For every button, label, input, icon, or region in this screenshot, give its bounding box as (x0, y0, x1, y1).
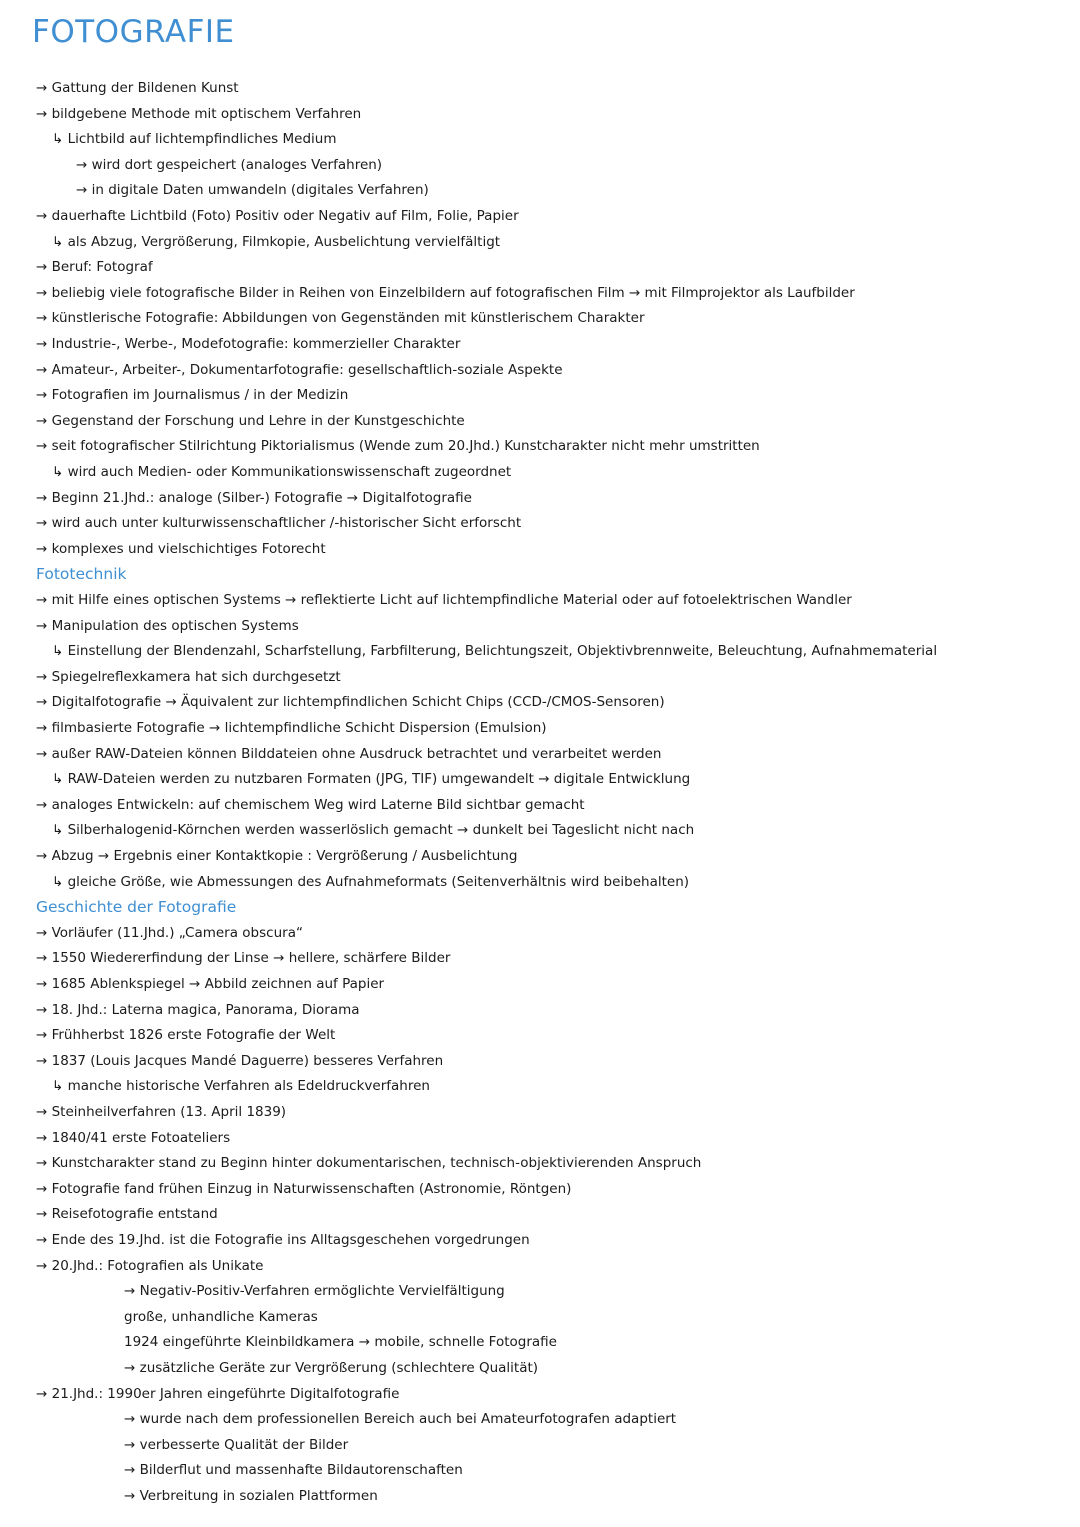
note-line: → komplexes und vielschichtiges Fotorecht (36, 540, 326, 557)
note-line: große, unhandliche Kameras (124, 1308, 318, 1325)
note-line: → Beruf: Fotograf (36, 259, 153, 276)
note-line: → Fotografien im Journalismus / in der Medizin (36, 387, 349, 404)
note-line: → Spiegelreflexkamera hat sich durchgesetzt (36, 668, 341, 685)
note-line: ↳ wird auch Medien- oder Kommunikationswissenschaft zugeordnet (52, 464, 512, 480)
note-line: → außer RAW-Dateien können Bilddateien ohne Ausdruck betrachtet und verarbeitet werden (36, 745, 662, 762)
note-line: → Fotografie fand frühen Einzug in Naturwissenschaften (Astronomie, Röntgen) (36, 1180, 572, 1197)
note-line: → Bilderflut und massenhafte Bildautorenschaften (124, 1462, 463, 1479)
note-line: → Steinheilverfahren (13. April 1839) (36, 1104, 287, 1120)
note-line: → 1840/41 erste Fotoateliers (36, 1129, 231, 1146)
note-line: → wird auch unter kulturwissenschaftlicher /-historischer Sicht erforscht (36, 515, 522, 532)
note-line: → Reisefotografie entstand (36, 1206, 218, 1223)
note-line: → 1685 Ablenkspiegel → Abbild zeichnen auf Papier (36, 976, 385, 992)
note-line: ↳ gleiche Größe, wie Abmessungen des Aufnahmeformats (Seitenverhältnis wird beibehalten) (52, 873, 690, 890)
note-line: → Gattung der Bildenen Kunst (36, 80, 239, 96)
note-line: ↳ als Abzug, Vergrößerung, Filmkopie, Ausbelichtung vervielfältigt (52, 233, 501, 250)
note-line: → Gegenstand der Forschung und Lehre in der Kunstgeschichte (36, 412, 465, 429)
note-line: ↳ RAW-Dateien werden zu nutzbaren Formaten (JPG, TIF) umgewandelt → digitale Entwicklung (52, 771, 691, 788)
page-title: FOTOGRAFIE (32, 14, 235, 50)
note-line: ↳ Silberhalogenid-Körnchen werden wasserlöslich gemacht → dunkelt bei Tageslicht nicht nach (52, 822, 695, 839)
note-line: → zusätzliche Geräte zur Vergrößerung (schlechtere Qualität) (124, 1360, 539, 1376)
note-line: → Beginn 21.Jhd.: analoge (Silber-) Fotografie → Digitalfotografie (36, 489, 472, 506)
note-line: → seit fotografischer Stilrichtung Piktorialismus (Wende zum 20.Jhd.) Kunstcharakter nicht mehr umstritten (36, 438, 760, 455)
note-line: → bildgebene Methode mit optischem Verfahren (36, 105, 362, 122)
note-line: ↳ manche historische Verfahren als Edeldruckverfahren (52, 1078, 430, 1095)
note-line: → Amateur-, Arbeiter-, Dokumentarfotografie: gesellschaftlich-soziale Aspekte (36, 361, 563, 378)
note-line: → Vorläufer (11.Jhd.) „Camera obscura“ (36, 924, 303, 941)
note-line: → filmbasierte Fotografie → lichtempfindliche Schicht Dispersion (Emulsion) (36, 720, 547, 736)
note-line: ↳ Lichtbild auf lichtempfindliches Medium (52, 131, 337, 148)
note-line: → Verbreitung in sozialen Plattformen (124, 1488, 378, 1504)
note-line: → 1550 Wiedererfindung der Linse → hellere, schärfere Bilder (36, 950, 451, 967)
note-line: → mit Hilfe eines optischen Systems → reflektierte Licht auf lichtempfindliche Material oder auf fotoelektrischen Wandler (36, 592, 852, 608)
note-line: → analoges Entwickeln: auf chemischem Weg wird Laterne Bild sichtbar gemacht (36, 796, 585, 813)
note-line: → Digitalfotografie → Äquivalent zur lichtempfindlichen Schicht Chips (CCD-/CMOS-Sensoren) (36, 694, 665, 711)
section-heading: Fototechnik (36, 565, 127, 584)
note-line: → Ende des 19.Jhd. ist die Fotografie ins Alltagsgeschehen vorgedrungen (36, 1232, 530, 1248)
note-line: → in digitale Daten umwandeln (digitales Verfahren) (76, 182, 429, 199)
note-line: → 20.Jhd.: Fotografien als Unikate (36, 1257, 264, 1274)
note-line: → 1837 (Louis Jacques Mandé Daguerre) besseres Verfahren (36, 1052, 444, 1069)
note-line: ↳ Einstellung der Blendenzahl, Scharfstellung, Farbfilterung, Belichtungszeit, Objektivbrennweite, Beleuchtung, Aufnahmematerial (52, 643, 938, 660)
note-line: 1924 eingeführte Kleinbildkamera → mobile, schnelle Fotografie (124, 1334, 557, 1351)
note-line: → verbesserte Qualität der Bilder (124, 1436, 349, 1453)
note-line: → Frühherbst 1826 erste Fotografie der Welt (36, 1027, 336, 1044)
section-heading: Geschichte der Fotografie (36, 898, 237, 917)
note-line: → Manipulation des optischen Systems (36, 617, 299, 634)
note-line: → Industrie-, Werbe-, Modefotografie: kommerzieller Charakter (36, 336, 461, 352)
note-line: → Negativ-Positiv-Verfahren ermöglichte Vervielfältigung (124, 1283, 505, 1300)
note-line: → Abzug → Ergebnis einer Kontaktkopie : Vergrößerung / Ausbelichtung (36, 848, 518, 864)
note-line: → 18. Jhd.: Laterna magica, Panorama, Diorama (36, 1001, 360, 1018)
note-line: → wird dort gespeichert (analoges Verfahren) (76, 156, 383, 173)
note-line: → Kunstcharakter stand zu Beginn hinter dokumentarischen, technisch-objektivierenden Anspruch (36, 1155, 702, 1172)
note-line: → wurde nach dem professionellen Bereich auch bei Amateurfotografen adaptiert (124, 1411, 677, 1428)
note-line: → dauerhafte Lichtbild (Foto) Positiv oder Negativ auf Film, Folie, Papier (36, 208, 519, 224)
note-line: → beliebig viele fotografische Bilder in Reihen von Einzelbildern auf fotografischen Film → mit Filmprojektor als Laufbilder (36, 284, 855, 301)
note-line: → 21.Jhd.: 1990er Jahren eingeführte Digitalfotografie (36, 1385, 400, 1402)
note-line: → künstlerische Fotografie: Abbildungen von Gegenständen mit künstlerischem Charakter (36, 310, 645, 327)
